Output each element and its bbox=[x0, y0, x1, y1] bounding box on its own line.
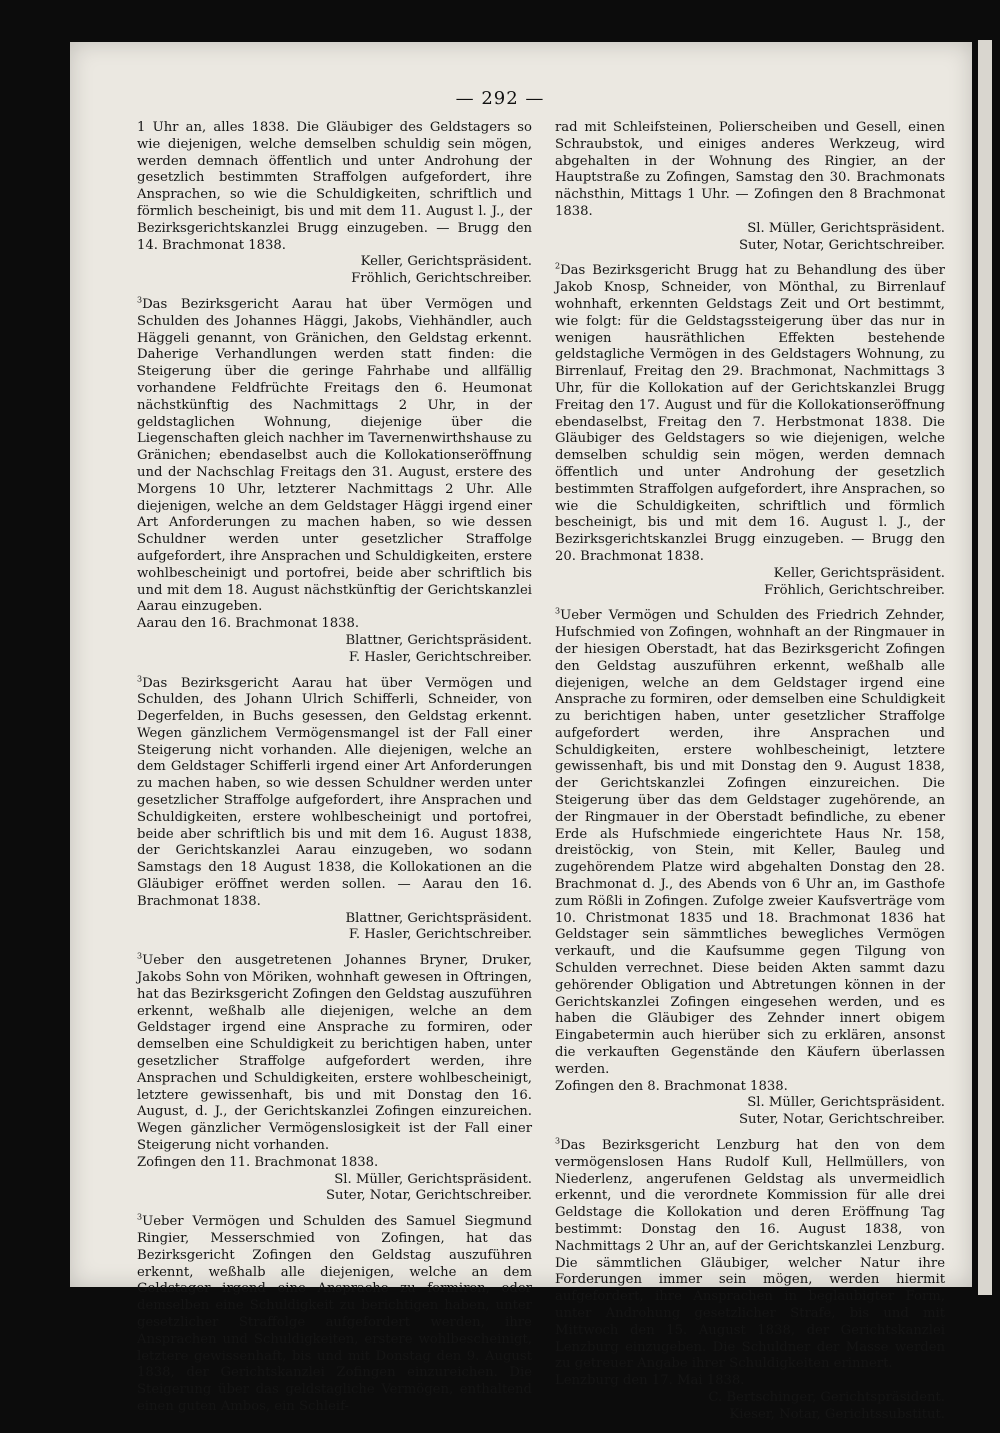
notice-marker: 3 bbox=[555, 606, 561, 616]
signature: Suter, Notar, Gerichtschreiber. bbox=[738, 1112, 945, 1128]
signature: Sl. Müller, Gerichtspräsident. bbox=[747, 220, 945, 236]
signature: Keller, Gerichtspräsident. bbox=[773, 565, 945, 581]
notice-body: Ueber Vermögen und Schulden des Friedrich Zehnder, Hufschmied von Zofingen, wohnhaft an der Ringmauer in der hiesigen Oberstadt, hat das Bezirksgericht Zofingen den Geldstag auszuführen erkennt, weßhalb alle diejenigen, welche an dem Geldstager irgend eine Ansprache zu formiren, oder demselben eine Schuldigkeit zu berichtigen haben, unter gesetzlicher Straffolge aufgefordert werden, ihre Ansprachen und Schuldigkeiten, erstere wohlbescheinigt, letztere gewissenhaft, bis und mit Donstag den 9. August 1838, der Gerichtskanzlei Zofingen einzureichen. Die Steigerung über das dem Geldstager zugehörende, an der Ringmauer in der Oberstadt befindliche, zu ebener Erde als Hufschmiede eingerichtete Haus Nr. 158, dreistöckig, von Stein, mit Keller, Bauleg und zugehörendem Platze wird abgehalten Donstag den 28. Brachmonat d. J., des Abends von 6 Uhr an, im Gasthofe zum Rößli in Zofingen. Zufolge zweier Kaufsverträge vom 10. Christmonat 1835 und 18. Brachmonat 1836 hat Geldstager sein sämmtliches bewegliches Vermögen verkauft, und die Kaufsumme gegen Tilgung von Schulden verrechnet. Diese beiden Akten sammt dazu gehörender Obligation und Abtretungen können in der Gerichtskanzlei Zofingen eingesehen werden, und es haben die Gläubiger des Zehnder innert obigem Eingabetermin auch hierüber sich zu erklären, ansonst die verkauften Gegenstände den Käufern überlassen werden. bbox=[555, 608, 945, 1077]
notice-place-date: Zofingen den 11. Brachmonat 1838. bbox=[137, 1154, 379, 1170]
notice-place-date: Zofingen den 8. Brachmonat 1838. bbox=[555, 1078, 788, 1094]
notice-body: Das Bezirksgericht Brugg hat zu Behandlung des über Jakob Knosp, Schneider, von Mönthal, zu Birrenlauf wohnhaft, erkennten Geldstags Zeit und Ort bestimmt, wie folgt: für die Geldstagssteigerung über das nur in wenigen hausräthlichen Effekten bestehende geldstagliche Vermögen in des Geldstagers Wohnung, zu Birrenlauf, Freitag den 29. Brachmonat, Nachmittags 3 Uhr, für die Kollokation auf der Gerichtskanzlei Brugg Freitag den 17. August und für die Kollokationseröffnung ebendaselbst, Freitag den 7. Herbstmonat 1838. Die Gläubiger des Geldstagers so wie diejenigen, welche demselben schuldig sein mögen, werden demnach öffentlich und unter Androhung der gesetzlich bestimmten Straffolgen aufgefordert, ihre Ansprachen, so wie die Schuldigkeiten, schriftlich und förmlich bescheinigt, bis und mit dem 16. August l. J., der Bezirksgerichtskanzlei Brugg einzugeben. — Brugg den 20. Brachmonat 1838. bbox=[555, 263, 945, 564]
notice-body: Das Bezirksgericht Aarau hat über Vermögen und Schulden des Johannes Häggi, Jakobs, Viehhändler, auch Häggeli genannt, von Gränichen, den Geldstag erkennt. Daherige Verhandlungen werden statt finden: die Steigerung über die geringe Fahrhabe und allfällig vorhandene Feldfrüchte Freitags den 6. Heumonat nächstkünftig des Nachmittags 2 Uhr, in der geldstaglichen Wohnung, diejenige über die Liegenschaften gleich nachher im Tavernenwirthshause zu Gränichen; ebendaselbst auch die Kollokationseröffnung und der Nachschlag Freitags den 31. August, erstere des Morgens 10 Uhr, letzterer Nachmittags 2 Uhr. Alle diejenigen, welche an dem Geldstager Häggi irgend einer Art Anforderungen zu machen haben, so wie dessen Schuldner werden unter gesetzlicher Straffolge aufgefordert, ihre Ansprachen und Schuldigkeiten, erstere wohlbescheinigt und portofrei, beide aber schriftlich bis und mit dem 18. August nächstkünftig der Gerichtskanzlei Aarau einzugeben. bbox=[137, 296, 532, 615]
notice-place-date: Lenzburg den 17. Mai 1838. bbox=[555, 1373, 745, 1389]
signature: Keller, Gerichtspräsident. bbox=[360, 254, 532, 270]
notice bbox=[137, 1214, 532, 1416]
signature: Suter, Notar, Gerichtschreiber. bbox=[738, 237, 945, 253]
notice-body: Ueber Vermögen und Schulden des Samuel Siegmund Ringier, Messerschmied von Zofingen, hat das Bezirksgericht Zofingen den Geldstag auszuführen erkennt, weßhalb alle diejenigen, welche an dem Geldstager irgend eine Ansprache zu formiren, oder demselben eine Schuldigkeit zu berichtigen haben, unter gesetzlicher Straffolge aufgefordert werden, ihre Ansprachen und Schuldigkeiten, erstere wohlbescheinigt, letztere gewissenhaft, bis und mit Donstag den 9. August 1838, der Gerichtskanzlei Zofingen einzureichen. Die Steigerung über das geldstagliche Vermögen, enthaltend einen guten Ambos, ein Schleif- bbox=[137, 1214, 532, 1414]
left-column bbox=[137, 120, 532, 1425]
signature: F. Hasler, Gerichtschreiber. bbox=[348, 927, 532, 943]
notice-text: 1 Uhr an, alles 1838. Die Gläubiger des Geldstagers so wie diejenigen, welche demselben schuldig sein mögen, werden demnach öffentlich und unter Androhung der gesetzlich bestimmten Straffolgen aufgefordert, ihre Ansprachen, so wie die Schuldigkeiten, schriftlich und förmlich bescheinigt, bis und mit dem 11. August l. J., der Bezirksgerichtskanzlei Brugg einzugeben. — Brugg den 14. Brachmonat 1838. bbox=[137, 120, 532, 253]
right-column bbox=[555, 120, 945, 1433]
signature: Sl. Müller, Gerichtspräsident. bbox=[747, 1095, 945, 1111]
notice-text bbox=[555, 608, 945, 1078]
notice-marker: 3 bbox=[137, 951, 143, 961]
notice-body: Das Bezirksgericht Aarau hat über Vermögen und Schulden, des Johann Ulrich Schifferli, Schneider, von Degerfelden, in Buchs gesessen, den Geldstag erkennt. Wegen gänzlichem Vermögensmangel ist der Fall einer Steigerung nicht vorhanden. Alle diejenigen, welche an dem Geldstager Schifferli irgend einer Art Anforderungen zu machen haben, so wie dessen Schuldner werden unter gesetzlicher Straffolge aufgefordert, ihre Ansprachen und Schuldigkeiten, erstere wohlbescheinigt und portofrei, beide aber schriftlich bis und mit dem 16. August 1838, der Gerichtskanzlei Aarau einzugeben, wo sodann Samstags den 18 August 1838, die Kollokationen an die Gläubiger eröffnet werden sollen. — Aarau den 16. Brachmonat 1838. bbox=[137, 675, 532, 909]
notice-marker: 3 bbox=[137, 674, 143, 684]
notice-text bbox=[137, 297, 532, 616]
page-number: — 292 — bbox=[455, 88, 545, 109]
signature: Sl. Müller, Gerichtspräsident. bbox=[334, 1171, 532, 1187]
notice bbox=[555, 120, 945, 254]
notice-marker: 3 bbox=[137, 295, 143, 305]
signature: Suter, Notar, Gerichtschreiber. bbox=[325, 1188, 532, 1204]
notice-marker: 3 bbox=[555, 1136, 561, 1146]
notice bbox=[555, 608, 945, 1129]
notice bbox=[137, 120, 532, 288]
notice bbox=[555, 263, 945, 599]
notice-place-date: Aarau den 16. Brachmonat 1838. bbox=[137, 616, 360, 632]
signature: C. Bertschinger, Gerichtspräsident. bbox=[708, 1389, 945, 1405]
notice-text bbox=[137, 953, 532, 1155]
page-edge bbox=[978, 40, 992, 1295]
signature: Kieser, Notar, Gerichtssubstitut. bbox=[729, 1406, 945, 1422]
notice-marker: 3 bbox=[137, 1212, 143, 1222]
notice-text: rad mit Schleifsteinen, Polierscheiben und Gesell, einen Schraubstok, und einiges anderes Werkzeug, wird abgehalten in der Wohnung des Ringier, an der Hauptstraße zu Zofingen, Samstag den 30. Brachmonats nächsthin, Mittags 1 Uhr. — Zofingen den 8 Brachmonat 1838. bbox=[555, 120, 945, 219]
signature: Fröhlich, Gerichtschreiber. bbox=[351, 271, 532, 287]
notice-text bbox=[555, 263, 945, 565]
notice-text bbox=[137, 1214, 532, 1416]
notice bbox=[555, 1138, 945, 1424]
signature: Fröhlich, Gerichtschreiber. bbox=[764, 582, 945, 598]
notice bbox=[137, 676, 532, 945]
signature: Blattner, Gerichtspräsident. bbox=[345, 910, 532, 926]
signature: Blattner, Gerichtspräsident. bbox=[345, 632, 532, 648]
signature: F. Hasler, Gerichtschreiber. bbox=[348, 649, 532, 665]
notice bbox=[137, 297, 532, 667]
notice-text bbox=[137, 676, 532, 911]
notice bbox=[137, 953, 532, 1205]
notice-body: Ueber den ausgetretenen Johannes Bryner, Druker, Jakobs Sohn von Möriken, wohnhaft gewesen in Oftringen, hat das Bezirksgericht Zofingen den Geldstag auszuführen erkennt, weßhalb alle diejenigen, welche an dem Geldstager irgend eine Ansprache zu formiren, oder demselben eine Schuldigkeit zu berichtigen haben, unter gesetzlicher Straffolge aufgefordert werden, ihre Ansprachen und Schuldigkeiten, erstere wohlbescheinigt, letztere gewissenhaft, bis und mit Donstag den 16. August, d. J., der Gerichtskanzlei Zofingen einzureichen. Wegen gänzlicher Vermögenslosigkeit ist der Fall einer Steigerung nicht vorhanden. bbox=[137, 953, 532, 1154]
notice-body: Das Bezirksgericht Lenzburg hat den von dem vermögenslosen Hans Rudolf Kull, Hellmüllers, von Niederlenz, angerufenen Geldstag als unvermeidlich erkennt, und die verordnete Kommission für alle drei Geldstage die Kollokation und deren Eröffnung Tag bestimmt: Donstag den 16. August 1838, von Nachmittags 2 Uhr an, auf der Gerichtskanzlei Lenzburg. Die sämmtlichen Gläubiger, welcher Natur ihre Forderungen immer sein mögen, werden hiermit aufgefordert, ihre Ansprachen in beglaubigter Form, unter Androhung gesetzlicher Strafe, bis und mit Mittwoch den 15. August 1838, der Gerichtskanzlei Lenzburg einzugeben. Die Schuldner der Masse werden zu getreuer Angabe ihrer Schuldigkeiten erinnert. bbox=[555, 1138, 945, 1372]
notice-marker: 2 bbox=[555, 261, 561, 271]
notice-text bbox=[555, 1138, 945, 1373]
